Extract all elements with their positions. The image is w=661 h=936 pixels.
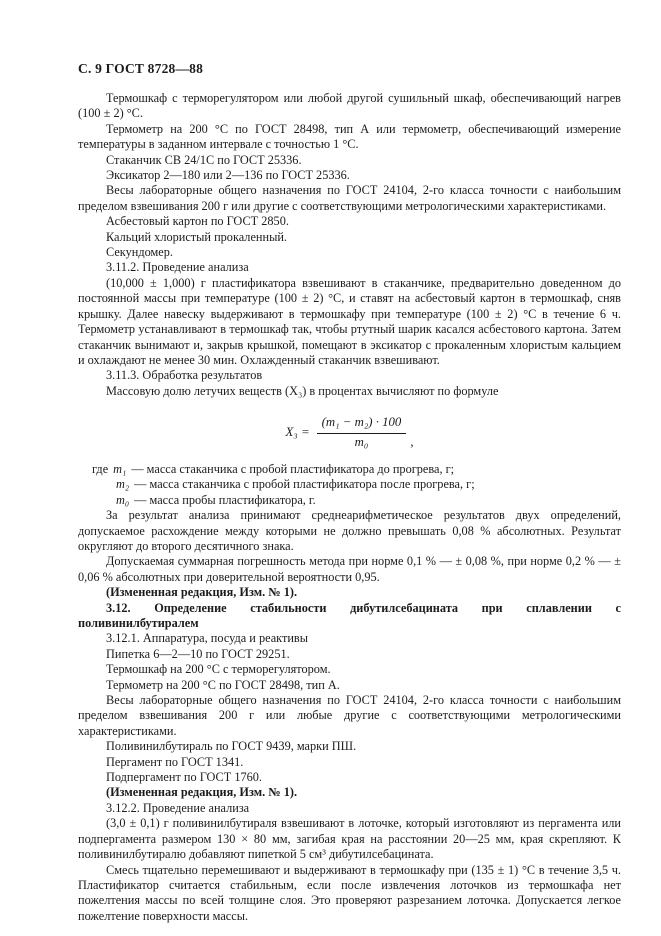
paragraph: Асбестовый картон по ГОСТ 2850. — [106, 214, 289, 229]
section-3-11-2-heading: 3.11.2. Проведение анализа — [106, 260, 249, 275]
paragraph: Поливинилбутираль по ГОСТ 9439, марки ПШ. — [106, 739, 357, 754]
paragraph: (3,0 ± 0,1) г поливинилбутираля взвешивают в лоточке, который изготовляют из пергамента или подпергамента размером 130 × 80 мм, загибая края на расстоянии 20—25 мм, края скрепляют. К поливинилбутиралю добавляют пипеткой 5 см³ дибутилсебацината. — [78, 816, 621, 862]
paragraph: Весы лабораторные общего назначения по ГОСТ 24104, 2-го класса точности с наибольшим пределом взвешивания 200 г или любые другие с соответствующими метрологическими характеристиками. — [78, 693, 621, 738]
paragraph: Термошкаф с терморегулятором или любой другой сушильный шкаф, обеспечивающий нагрев (100 ± 2) °С. — [78, 91, 621, 121]
paragraph: Допускаемая суммарная погрешность метода при норме 0,1 % — ± 0,08 %, при норме 0,2 % — ± 0,06 % абсолютных при доверительной вероятности 0,95. — [78, 554, 621, 584]
paragraph: Термошкаф на 200 °С с терморегулятором. — [106, 662, 331, 677]
formula-numerator: (m₁ − m₂) · 100 — [317, 415, 407, 433]
where-item: m₂ — масса стаканчика с пробой пластификатора после прогрева, г; — [116, 477, 475, 492]
paragraph: За результат анализа принимают среднеарифметическое результатов двух определений, допускаемое расхождение между которыми не должно превышать 0,08 % абсолютных. Результат округляют до второго десятичного знака. — [78, 508, 621, 553]
paragraph: Секундомер. — [106, 245, 173, 260]
formula-denominator: m₀ — [354, 434, 369, 449]
paragraph: (10,000 ± 1,000) г пластификатора взвешивают в стаканчике, предварительно доведенном до постоянной массы при температуре (100 ± 2) °С, и ставят на асбестовый картон в термошкаф, сняв крышку. Далее навеску выдерживают в термошкафу при температуре (100 ± 2) °С в течение 6 ч. Термометр устанавливают в термошкаф так, чтобы ртутный шарик касался асбестового картона. Затем стаканчик вынимают и, закрыв крышкой, помещают в эксикатор с прокаленным хлористым кальцием и охлаждают не менее 30 мин. Охлажденный стаканчик взвешивают. — [78, 275, 621, 367]
formula-comma: , — [410, 434, 414, 449]
paragraph: Смесь тщательно перемешивают и выдерживают в термошкафу при (135 ± 1) °С в течение 3,5 ч. Пластификатор считается стабильным, если после извлечения лоточков из термошкафа нет пожелтения массы по всей толщине слоя. Это проверяют разрезанием лоточка. Допускается легкое пожелтение поверхности массы. — [78, 862, 621, 923]
page-header: С. 9 ГОСТ 8728—88 — [78, 61, 204, 76]
section-3-12-heading: 3.12. Определение стабильности дибутилсебацината при сплавлении с поливинилбутиралем — [78, 600, 621, 630]
formula-x3 — [78, 415, 621, 450]
section-3-12-1-heading: 3.12.1. Аппаратура, посуда и реактивы — [106, 631, 308, 646]
paragraph: Весы лабораторные общего назначения по ГОСТ 24104, 2-го класса точности с наибольшим пределом взвешивания 200 г или другие с соответствующими метрологическими характеристиками. — [78, 183, 621, 213]
paragraph: Термометр на 200 °С по ГОСТ 28498, тип А или термометр, обеспечивающий измерение температуры в заданном интервале с точностью 1 °С. — [78, 121, 621, 152]
paragraph: Стаканчик СВ 24/1С по ГОСТ 25336. — [106, 152, 302, 167]
where-item: m₀ — масса пробы пластификатора, г. — [116, 492, 316, 507]
where-list — [78, 462, 621, 508]
paragraph: Пергамент по ГОСТ 1341. — [106, 754, 244, 769]
paragraph: Пипетка 6—2—10 по ГОСТ 29251. — [106, 646, 290, 661]
paragraph: Подпергамент по ГОСТ 1760. — [106, 770, 262, 785]
paragraph: Кальций хлористый прокаленный. — [106, 229, 287, 244]
document-body — [78, 91, 621, 924]
where-item: где m₁ — масса стаканчика с пробой пластификатора до прогрева, г; — [92, 461, 455, 476]
paragraph: Эксикатор 2—180 или 2—136 по ГОСТ 25336. — [106, 168, 350, 183]
paragraph: Термометр на 200 °С по ГОСТ 28498, тип А. — [106, 677, 340, 692]
formula-fraction — [317, 415, 407, 450]
formula-lhs: X₃ = — [285, 424, 310, 439]
section-3-11-3-heading: 3.11.3. Обработка результатов — [106, 368, 263, 383]
revision-note: (Измененная редакция, Изм. № 1). — [106, 585, 298, 600]
section-3-12-2-heading: 3.12.2. Проведение анализа — [106, 800, 250, 815]
paragraph: Массовую долю летучих веществ (X₃) в процентах вычисляют по формуле — [106, 383, 499, 398]
revision-note: (Измененная редакция, Изм. № 1). — [106, 785, 298, 800]
